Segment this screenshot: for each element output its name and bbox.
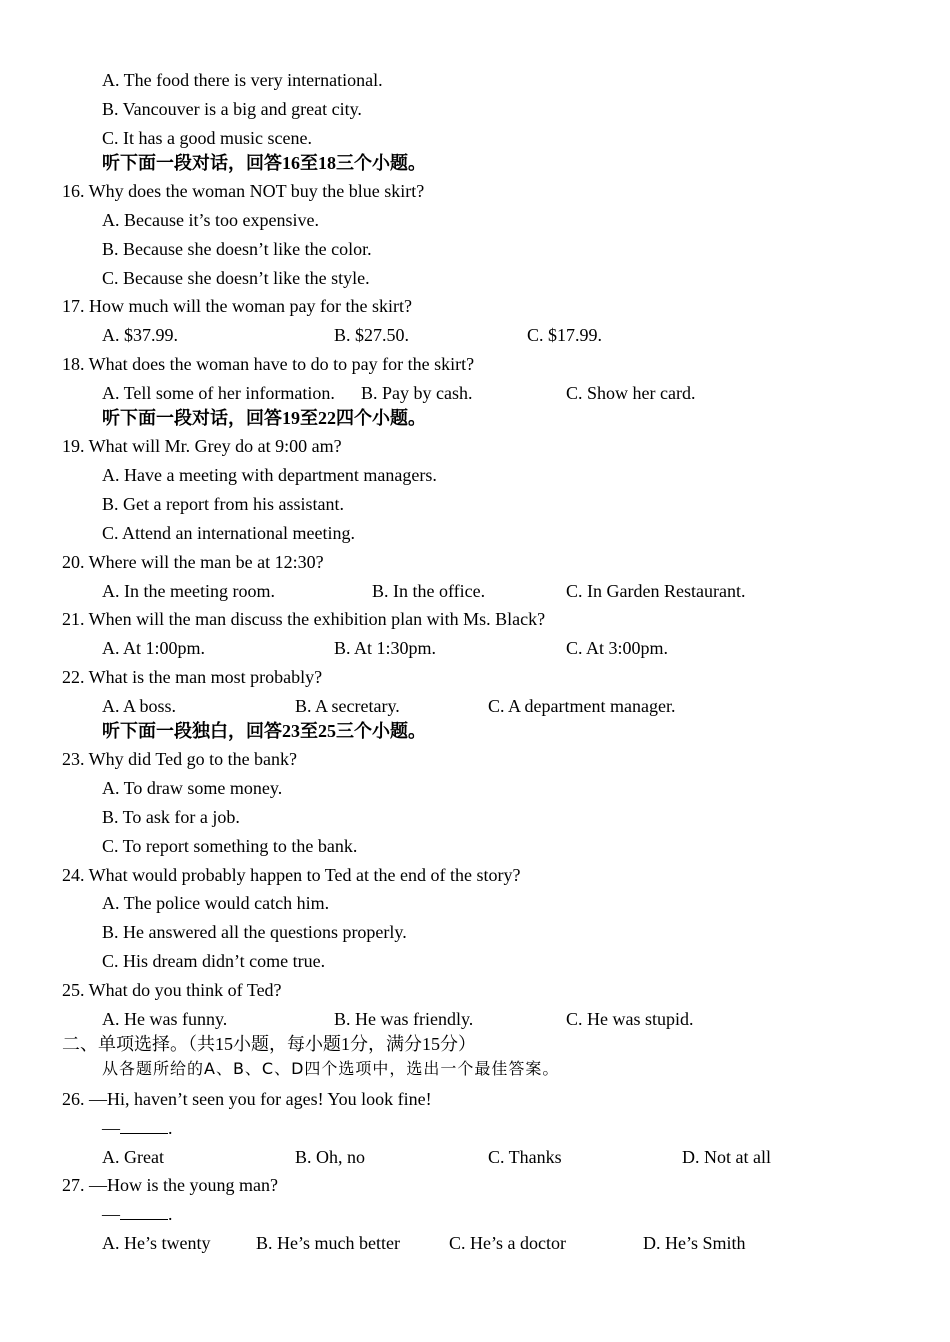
question-20: 20. Where will the man be at 12:30?: [62, 552, 324, 572]
option-21c: C. At 3:00pm.: [566, 638, 669, 658]
option-23b: B. To ask for a job.: [102, 807, 240, 827]
option-15c: C. It has a good music scene.: [102, 128, 312, 148]
option-23c: C. To report something to the bank.: [102, 836, 358, 856]
option-20a: A. In the meeting room.: [102, 581, 275, 601]
option-17c: C. $17.99.: [527, 325, 603, 345]
option-25c: C. He was stupid.: [566, 1009, 694, 1029]
option-15a: A. The food there is very international.: [102, 70, 383, 90]
option-22c: C. A department manager.: [488, 696, 676, 716]
option-19b: B. Get a report from his assistant.: [102, 494, 344, 514]
option-20c: C. In Garden Restaurant.: [566, 581, 746, 601]
question-25: 25. What do you think of Ted?: [62, 980, 282, 1000]
question-24: 24. What would probably happen to Ted at the end of the story?: [62, 865, 521, 885]
question-23: 23. Why did Ted go to the bank?: [62, 749, 298, 769]
option-24c: C. His dream didn’t come true.: [102, 951, 326, 971]
question-26: 26. —Hi, haven’t seen you for ages! You look fine!: [62, 1089, 432, 1109]
option-18a: A. Tell some of her information.: [102, 383, 335, 403]
option-19c: C. Attend an international meeting.: [102, 523, 355, 543]
section-2-title: 二、单项选择。（共15小题，每小题1分，满分15分）: [62, 1034, 476, 1054]
option-16c: C. Because she doesn’t like the style.: [102, 268, 370, 288]
option-22a: A. A boss.: [102, 696, 177, 716]
question-16: 16. Why does the woman NOT buy the blue skirt?: [62, 181, 425, 201]
reply-27: [102, 1203, 173, 1225]
reply-26: [102, 1117, 173, 1139]
option-18c: C. Show her card.: [566, 383, 696, 403]
instruction-16-18: 听下面一段对话，回答16至18三个小题。: [102, 153, 426, 173]
option-24a: A. The police would catch him.: [102, 893, 330, 913]
reply-dash: —: [102, 1204, 120, 1224]
instruction-19-22: 听下面一段对话，回答19至22四个小题。: [102, 408, 426, 428]
question-21: 21. When will the man discuss the exhibition plan with Ms. Black?: [62, 609, 546, 629]
option-25b: B. He was friendly.: [334, 1009, 474, 1029]
option-26c: C. Thanks: [488, 1147, 562, 1167]
question-27: 27. —How is the young man?: [62, 1175, 278, 1195]
option-17a: A. $37.99.: [102, 325, 178, 345]
question-19: 19. What will Mr. Grey do at 9:00 am?: [62, 436, 342, 456]
answer-blank[interactable]: [120, 1117, 168, 1134]
question-22: 22. What is the man most probably?: [62, 667, 323, 687]
option-27b: B. He’s much better: [256, 1233, 400, 1253]
option-16a: A. Because it’s too expensive.: [102, 210, 319, 230]
option-26d: D. Not at all: [682, 1147, 771, 1167]
option-22b: B. A secretary.: [295, 696, 400, 716]
question-17: 17. How much will the woman pay for the skirt?: [62, 296, 412, 316]
option-19a: A. Have a meeting with department managers.: [102, 465, 437, 485]
section-2-instruction: 从各题所给的A、B、C、D四个选项中，选出一个最佳答案。: [102, 1059, 560, 1078]
option-21b: B. At 1:30pm.: [334, 638, 437, 658]
option-25a: A. He was funny.: [102, 1009, 228, 1029]
option-27c: C. He’s a doctor: [449, 1233, 566, 1253]
instruction-23-25: 听下面一段独白，回答23至25三个小题。: [102, 721, 426, 741]
option-17b: B. $27.50.: [334, 325, 410, 345]
option-24b: B. He answered all the questions properly.: [102, 922, 407, 942]
option-20b: B. In the office.: [372, 581, 486, 601]
option-26a: A. Great: [102, 1147, 164, 1167]
reply-end: .: [168, 1204, 173, 1224]
reply-dash: —: [102, 1118, 120, 1138]
answer-blank[interactable]: [120, 1203, 168, 1220]
option-27d: D. He’s Smith: [643, 1233, 746, 1253]
option-21a: A. At 1:00pm.: [102, 638, 206, 658]
question-18: 18. What does the woman have to do to pay for the skirt?: [62, 354, 475, 374]
option-15b: B. Vancouver is a big and great city.: [102, 99, 362, 119]
option-23a: A. To draw some money.: [102, 778, 283, 798]
option-18b: B. Pay by cash.: [361, 383, 473, 403]
option-26b: B. Oh, no: [295, 1147, 366, 1167]
reply-end: .: [168, 1118, 173, 1138]
option-16b: B. Because she doesn’t like the color.: [102, 239, 372, 259]
option-27a: A. He’s twenty: [102, 1233, 211, 1253]
